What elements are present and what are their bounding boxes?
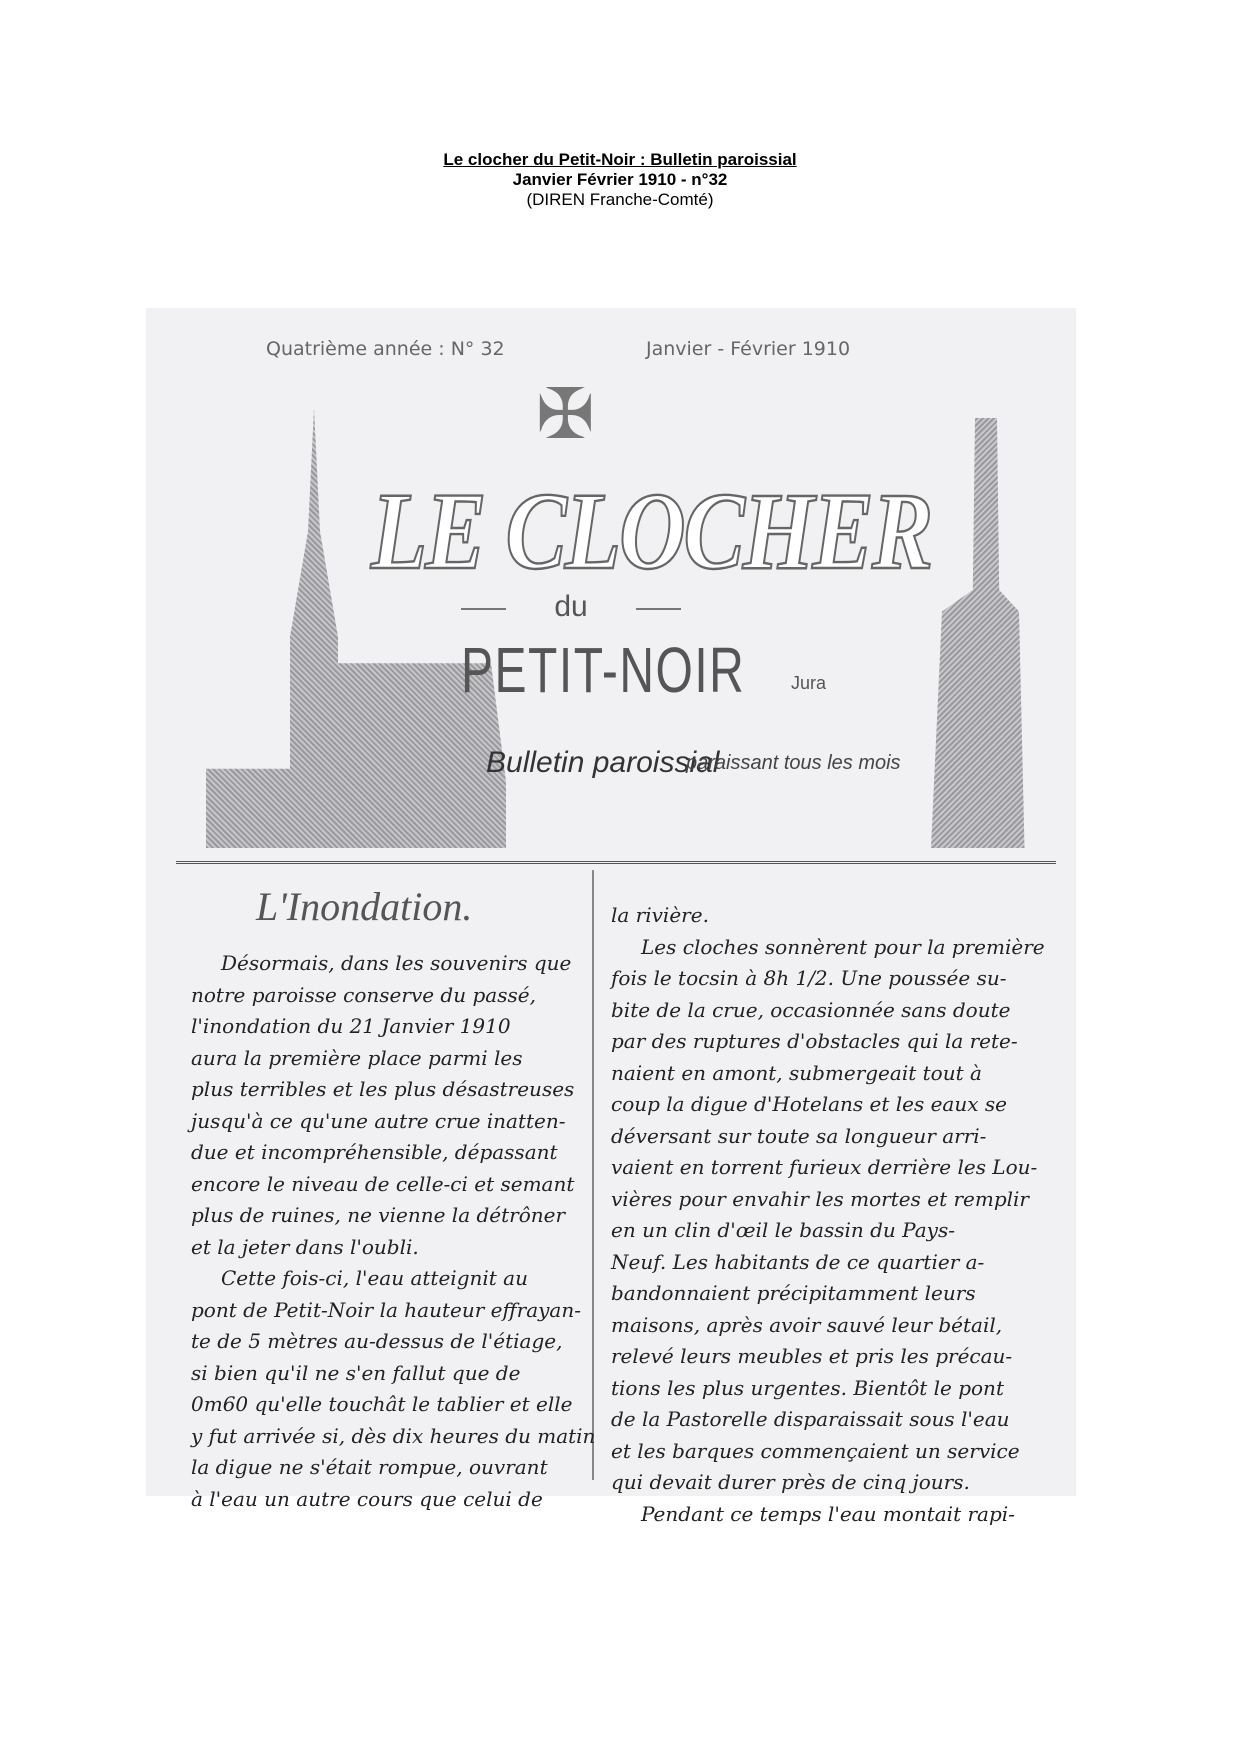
text-line: te de 5 mètres au-dessus de l'étiage, [191, 1329, 563, 1353]
text-line: maisons, après avoir sauvé leur bétail, [611, 1312, 1003, 1337]
masthead-du: du [471, 590, 671, 624]
text-line: qui devait durer près de cinq jours. [611, 1470, 970, 1494]
text-line: plus de ruines, ne vienne la détrôner [191, 1203, 566, 1227]
text-line: et la jeter dans l'oubli. [191, 1234, 419, 1259]
text-line: la rivière. [611, 903, 709, 927]
text-line: plus terribles et les plus désastreuses [191, 1077, 575, 1101]
article-left-column [191, 948, 596, 1515]
masthead [186, 328, 1041, 863]
text-line: de la Pastorelle disparaissait sous l'eau [611, 1407, 1010, 1431]
text-line: et les barques commençaient un service [611, 1438, 1020, 1463]
text-line: par des ruptures d'obstacles qui la rete- [611, 1029, 1018, 1053]
document-issue: Janvier Février 1910 - n°32 [512, 170, 728, 189]
masthead-frequency: paraissant tous les mois [686, 752, 901, 774]
text-line: encore le niveau de celle-ci et semant [191, 1171, 575, 1196]
masthead-region: Jura [791, 673, 827, 693]
text-line: bandonnaient précipitamment leurs [611, 1281, 976, 1305]
cross-icon: ✠ [536, 373, 595, 455]
document-source: (DIREN Franche-Comté) [526, 190, 714, 209]
masthead-divider [176, 861, 1056, 864]
text-line: notre paroisse conserve du passé, [191, 982, 536, 1007]
text-line: déversant sur toute sa longueur arri- [611, 1123, 987, 1148]
text-line: fois le tocsin à 8h 1/2. Une poussée su- [611, 966, 1007, 990]
scanned-page [146, 308, 1076, 1526]
text-line: coup la digue d'Hotelans et les eaux se [611, 1092, 1007, 1116]
text-line: la digue ne s'était rompue, ouvrant [191, 1455, 548, 1479]
article-title: L'Inondation. [256, 884, 473, 929]
document-title: Le clocher du Petit-Noir : Bulletin paroissial [443, 150, 797, 169]
text-line: Pendant ce temps l'eau montait rapi- [641, 1501, 1015, 1526]
masthead-title: LE CLOCHER [371, 469, 932, 593]
text-line: à l'eau un autre cours que celui de [191, 1486, 543, 1511]
text-line: vières pour envahir les mortes et remplir [611, 1186, 1029, 1211]
text-line: vaient en torrent furieux derrière les Lou- [611, 1155, 1038, 1179]
text-line: pont de Petit-Noir la hauteur effrayan- [191, 1297, 581, 1322]
statue-illustration [931, 418, 1041, 848]
text-line: 0m60 qu'elle touchât le tablier et elle [191, 1392, 573, 1416]
text-line: aura la première place parmi les [191, 1045, 523, 1070]
article-right-column [611, 900, 1045, 1530]
text-line: Désormais, dans les souvenirs que [221, 951, 572, 975]
text-line: due et incompréhensible, dépassant [191, 1140, 558, 1164]
text-line: en un clin d'œil le bassin du Pays- [611, 1218, 955, 1242]
text-line: naient en amont, submergeait tout à [611, 1060, 982, 1085]
masthead-subtitle: Bulletin paroissial [486, 746, 720, 779]
masthead-place: PETIT-NOIR [461, 634, 746, 706]
text-line: y fut arrivée si, dès dix heures du matin [191, 1423, 596, 1448]
date-label: Janvier - Février 1910 [646, 338, 851, 360]
text-line: si bien qu'il ne s'en fallut que de [191, 1360, 521, 1385]
text-line: bite de la crue, occasionnée sans doute [611, 997, 1011, 1022]
text-line: tions les plus urgentes. Bientôt le pont [611, 1375, 1004, 1400]
text-line: Les cloches sonnèrent pour la première [641, 934, 1045, 959]
text-line: Neuf. Les habitants de ce quartier a- [611, 1249, 985, 1274]
text-line: l'inondation du 21 Janvier 1910 [191, 1014, 511, 1038]
text-line: jusqu'à ce qu'une autre crue inatten- [191, 1108, 566, 1133]
text-line: relevé leurs meubles et pris les précau- [611, 1344, 1013, 1368]
text-line: Cette fois-ci, l'eau atteignit au [221, 1266, 528, 1290]
year-number-label: Quatrième année : N° 32 [266, 338, 505, 360]
column-divider [592, 870, 594, 1480]
